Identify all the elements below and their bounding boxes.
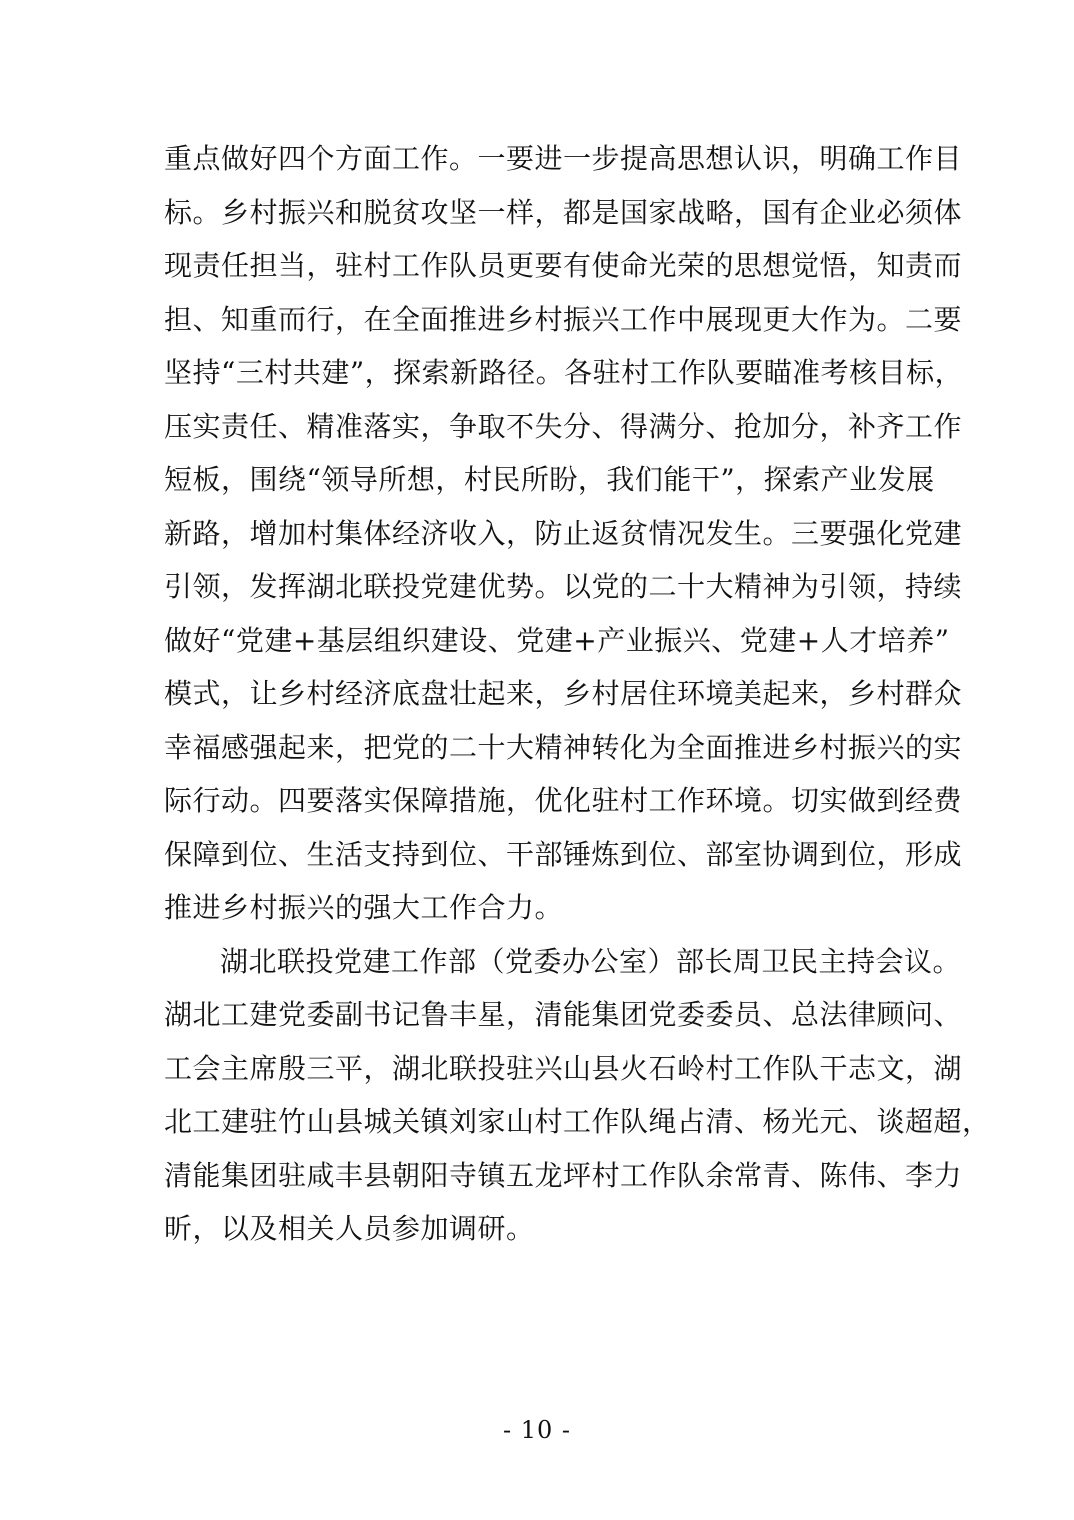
text-line: 推进乡村振兴的强大工作合力。 [164,891,564,924]
text-line: 北工建驻竹山县城关镇刘家山村工作队绳占清、杨光元、谈超超， [164,1105,991,1138]
text-line: 工会主席殷三平，湖北联投驻兴山县火石岭村工作队干志文，湖 [164,1051,963,1085]
paragraph-attendees [164,935,991,1256]
text-line: 做好“党建+基层组织建设、党建+产业振兴、党建+人才培养” [164,623,950,657]
text-line: 清能集团驻咸丰县朝阳寺镇五龙坪村工作队余常青、陈伟、李力 [164,1158,963,1192]
text-line: 昕，以及相关人员参加调研。 [164,1212,535,1245]
paragraph-work-priorities [164,132,964,935]
text-line: 幸福感强起来，把党的二十大精神转化为全面推进乡村振兴的实 [164,730,963,764]
text-line: 重点做好四个方面工作。一要进一步提高思想认识，明确工作目 [164,142,963,175]
body-text [164,132,991,1256]
text-line: 坚持“三村共建”，探索新路径。各驻村工作队要瞄准考核目标， [164,356,964,389]
page-number: - 10 - [502,1416,571,1444]
text-line: 模式，让乡村经济底盘壮起来，乡村居住环境美起来，乡村群众 [164,677,963,710]
text-line: 标。乡村振兴和脱贫攻坚一样，都是国家战略，国有企业必须体 [164,195,963,229]
text-line: 担、知重而行，在全面推进乡村振兴工作中展现更大作为。二要 [164,302,963,336]
text-line: 现责任担当，驻村工作队员更要有使命光荣的思想觉悟，知责而 [164,249,963,282]
text-line: 新路，增加村集体经济收入，防止返贫情况发生。三要强化党建 [164,516,963,550]
text-line: 短板，围绕“领导所想，村民所盼，我们能干”，探索产业发展 [164,463,935,496]
text-line: 湖北工建党委副书记鲁丰星，清能集团党委委员、总法律顾问、 [164,998,963,1031]
text-line: 压实责任、精准落实，争取不失分、得满分、抢加分，补齐工作 [164,409,963,443]
text-line: 引领，发挥湖北联投党建优势。以党的二十大精神为引领，持续 [164,570,963,603]
text-line: 际行动。四要落实保障措施，优化驻村工作环境。切实做到经费 [164,784,963,817]
text-line: 保障到位、生活支持到位、干部锤炼到位、部室协调到位，形成 [164,837,963,871]
text-line: 湖北联投党建工作部（党委办公室）部长周卫民主持会议。 [220,944,962,978]
